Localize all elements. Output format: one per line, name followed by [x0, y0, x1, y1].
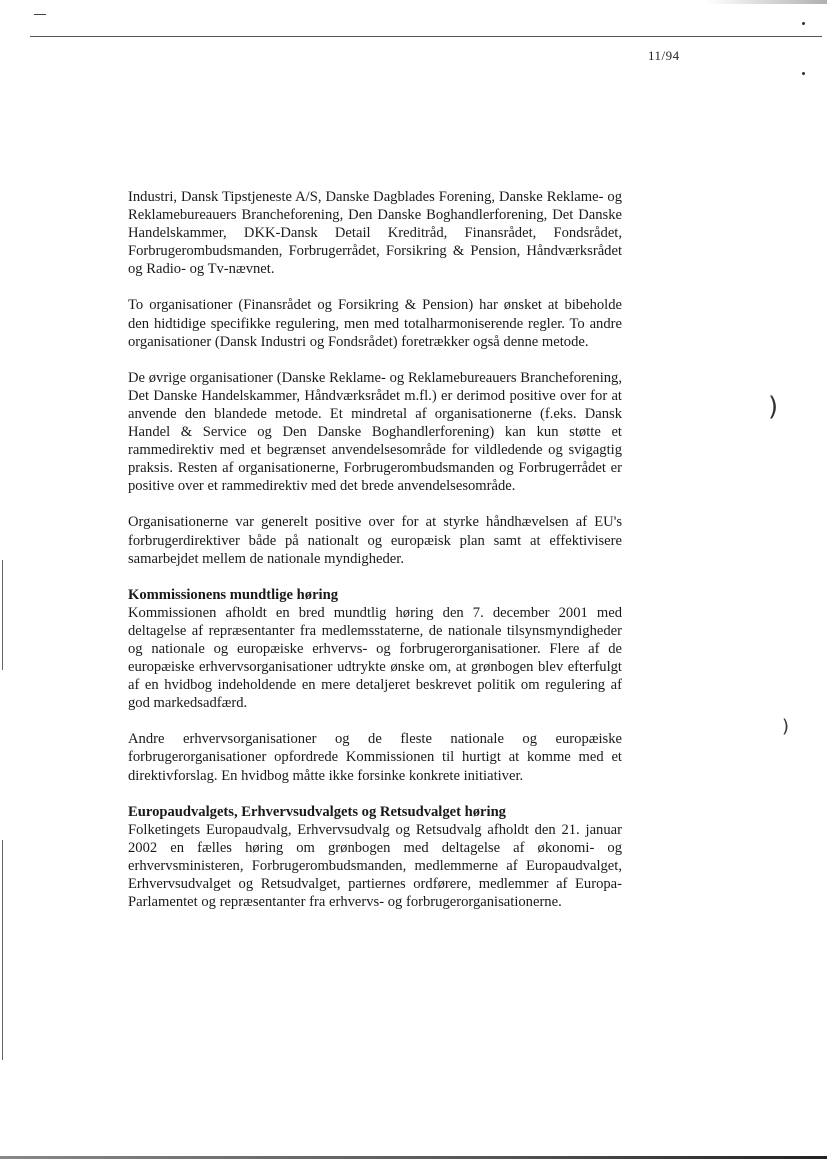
scan-dot: [802, 22, 805, 25]
paragraph: Andre erhvervsorganisationer og de fleste nationale og europæiske forbrugerorganisationer opfordrede Kommissionen til hurtigt at komme med et direktivforslag. En hvidbog måtte ikke forsinke konkrete initiativer.: [128, 731, 622, 784]
paragraph: Kommissionen afholdt en bred mundtlig høring den 7. december 2001 med deltagelse af repræsentanter fra medlemsstaterne, de nationale tilsynsmyndigheder og nationale og europæiske erhvervs- og forbrugerorganisationer. Flere af de europæiske erhvervsorganisationer udtrykte ønske om, at grønbogen blev efterfulgt af en hvidbog indeholdende en mere detaljeret beskrevet politik om regulering af god markedsadfærd.: [128, 604, 622, 712]
top-rule: [30, 36, 822, 37]
paragraph: Organisationerne var generelt positive over for at styrke håndhævelsen af EU's forbrugerdirektiver både på nationalt og europæisk plan samt at effektivisere samarbejdet mellem de nationale myndigheder.: [128, 514, 622, 567]
paragraph: De øvrige organisationer (Danske Reklame- og Reklamebureauers Brancheforening, Det Danske Handelskammer, Håndværksrådet m.fl.) er derimod positive over for at anvende den blandede metode. Et mindretal af organisationerne (f.eks. Dansk Handel & Service og Den Danske Boghandlerforening) kan kun støtte et rammedirektiv med et begrænset anvendelsesområde for vildledende og svigagtig praksis. Resten af organisationerne, Forbrugerombudsmanden og Forbrugerrådet er positive over et rammedirektiv med det brede anvendelsesområde.: [128, 369, 622, 495]
scan-mark: [34, 14, 46, 15]
paragraph: Industri, Dansk Tipstjeneste A/S, Danske Dagblades Forening, Danske Reklame- og Reklamebureauers Brancheforening, Den Danske Boghandlerforening, Det Danske Handelskammer, DKK-Dansk Detail Kreditråd, Finansrådet, Fondsrådet, Forbrugerombudsmanden, Forbrugerrådet, Forsikring & Pension, Håndværksrådet og Radio- og Tv-nævnet.: [128, 189, 622, 278]
scan-smudge: [707, 0, 827, 4]
scan-dot: [802, 72, 805, 75]
section-heading: Europaudvalgets, Erhvervsudvalgets og Retsudvalget høring: [128, 803, 506, 820]
paragraph: Folketingets Europaudvalg, Erhvervsudvalg og Retsudvalg afholdt den 21. januar 2002 en fælles høring om grønbogen med deltagelse af økonomi- og erhvervsministeren, Forbrugerombudsmanden, medlemmerne af Europaudvalget, Erhvervsudvalget og Retsudvalget, partiernes ordførere, medlemmer af Europa-Parlamentet og repræsentanter fra erhvervs- og forbrugerorganisationerne.: [128, 821, 622, 911]
paragraph: To organisationer (Finansrådet og Forsikring & Pension) har ønsket at bibeholde den hidtidige specifikke regulering, men med totalharmoniserende regler. To andre organisationer (Dansk Industri og Fondsrådet) foretrækker også denne metode.: [128, 297, 622, 350]
section-heading: Kommissionens mundtlige høring: [128, 586, 339, 603]
binding-hole-mark: ): [782, 716, 790, 737]
binding-hole-mark: ): [768, 392, 779, 422]
document-body: [128, 188, 622, 929]
scan-edge: [2, 560, 3, 670]
scan-edge: [2, 840, 3, 1060]
page-number: 11/94: [648, 48, 680, 63]
bottom-rule: [0, 1156, 827, 1159]
